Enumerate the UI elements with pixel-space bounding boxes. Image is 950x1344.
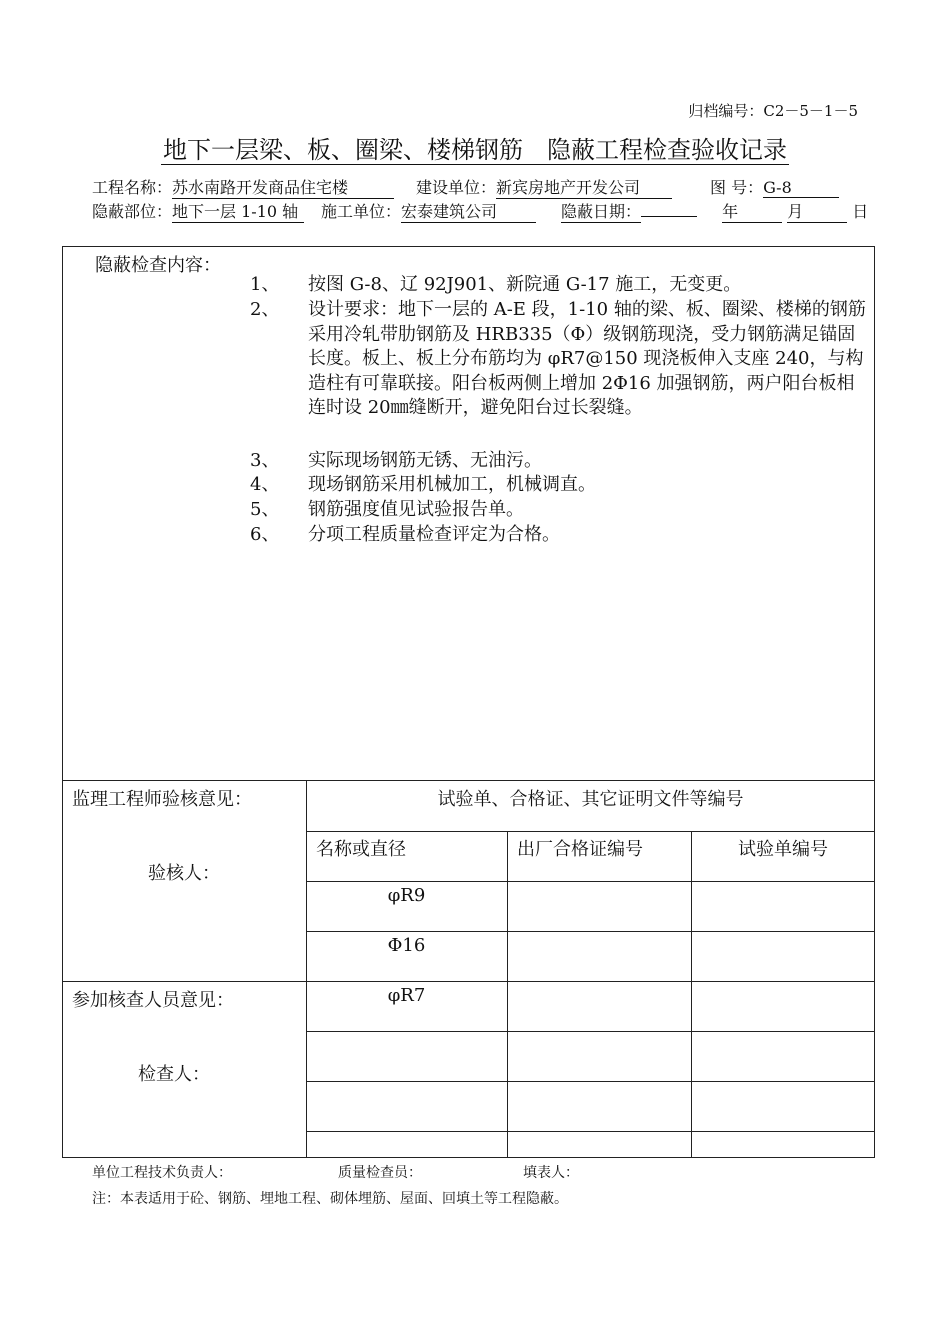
footnote: 注：本表适用于砼、钢筋、埋地工程、砌体埋筋、屋面、回填土等工程隐蔽。: [92, 1191, 568, 1207]
drawing-value: G-8: [763, 178, 839, 198]
item-text: 实际现场钢筋无锈、无油污。: [308, 450, 542, 471]
item-text: 设计要求：地下一层的 A-E 段，1-10 轴的梁、板、圈梁、楼梯的钢筋采用冷轧带肋钢筋及 HRB335（Φ）级钢筋现浇，受力钢筋满足锚固长度。板上、板上分布筋均为 φR7@150 现浇板伸入支座 240，与构造柱有可靠联接。阳台板两侧上增加 2Φ16 加强钢筋，两户阳台板相连时设 20㎜缝断开，避免阳台过长裂缝。: [308, 299, 866, 418]
archive-number: 归档编号：C2－5－1－5: [688, 102, 858, 120]
qc-inspector-label: 质量检查员：: [338, 1165, 422, 1181]
verification-table: [62, 780, 875, 1158]
row-spec: Φ16: [387, 935, 426, 956]
title-text: 地下一层梁、板、圈梁、楼梯钢筋 隐蔽工程检查验收记录: [163, 136, 787, 164]
builder-value: 新宾房地产开发公司: [496, 175, 672, 199]
month-label: 月: [787, 199, 847, 223]
filler-label: 填表人：: [523, 1165, 579, 1181]
item-number: 1、: [250, 274, 280, 295]
row-spec: φR9: [387, 885, 426, 906]
contractor-row: [321, 199, 536, 223]
day-label: 日: [852, 202, 869, 221]
inspection-content-box: [62, 246, 875, 781]
tech-leader-label: 单位工程技术负责人：: [92, 1165, 232, 1181]
participants-signer-label: 检查人：: [138, 1064, 210, 1085]
supervisor-signer-label: 验核人：: [148, 863, 220, 884]
contractor-label: 施工单位：: [321, 202, 402, 221]
item-number: 5、: [250, 499, 280, 520]
drawing-label: 图 号：: [710, 178, 764, 197]
content-heading: 隐蔽检查内容：: [95, 255, 221, 276]
col-name-diameter: 名称或直径: [316, 839, 406, 860]
drawing-row: [710, 175, 839, 198]
item-text: 钢筋强度值见试验报告单。: [308, 499, 524, 520]
part-label: 隐蔽部位：: [92, 202, 173, 221]
item-text: 分项工程质量检查评定为合格。: [308, 524, 560, 545]
row-spec: φR7: [387, 985, 426, 1006]
contractor-value: 宏泰建筑公司: [401, 199, 536, 223]
docs-header: 试验单、合格证、其它证明文件等编号: [437, 789, 744, 810]
project-name-row: [92, 175, 394, 199]
builder-label: 建设单位：: [416, 178, 497, 197]
part-value: 地下一层 1-10 轴: [172, 199, 304, 223]
col-test-report-no: 试验单编号: [738, 839, 828, 860]
date-row: [561, 199, 868, 223]
part-row: [92, 199, 304, 223]
item-number: 3、: [250, 450, 280, 471]
supervisor-opinion-label: 监理工程师验核意见：: [72, 789, 252, 810]
project-value: 苏水南路开发商品住宅楼: [172, 175, 394, 199]
page-title: [0, 130, 950, 165]
item-number: 6、: [250, 524, 280, 545]
col-certificate-no: 出厂合格证编号: [517, 839, 643, 860]
builder-row: [416, 175, 672, 199]
project-label: 工程名称：: [92, 178, 173, 197]
participants-opinion-label: 参加核查人员意见：: [72, 990, 234, 1011]
item-text: 现场钢筋采用机械加工，机械调直。: [308, 474, 596, 495]
item-number: 4、: [250, 474, 280, 495]
year-label: 年: [722, 199, 782, 223]
item-text: 按图 G-8、辽 92J901、新院通 G-17 施工，无变更。: [308, 274, 742, 295]
item-number: 2、: [250, 299, 280, 320]
date-label: 隐蔽日期：: [561, 199, 641, 223]
